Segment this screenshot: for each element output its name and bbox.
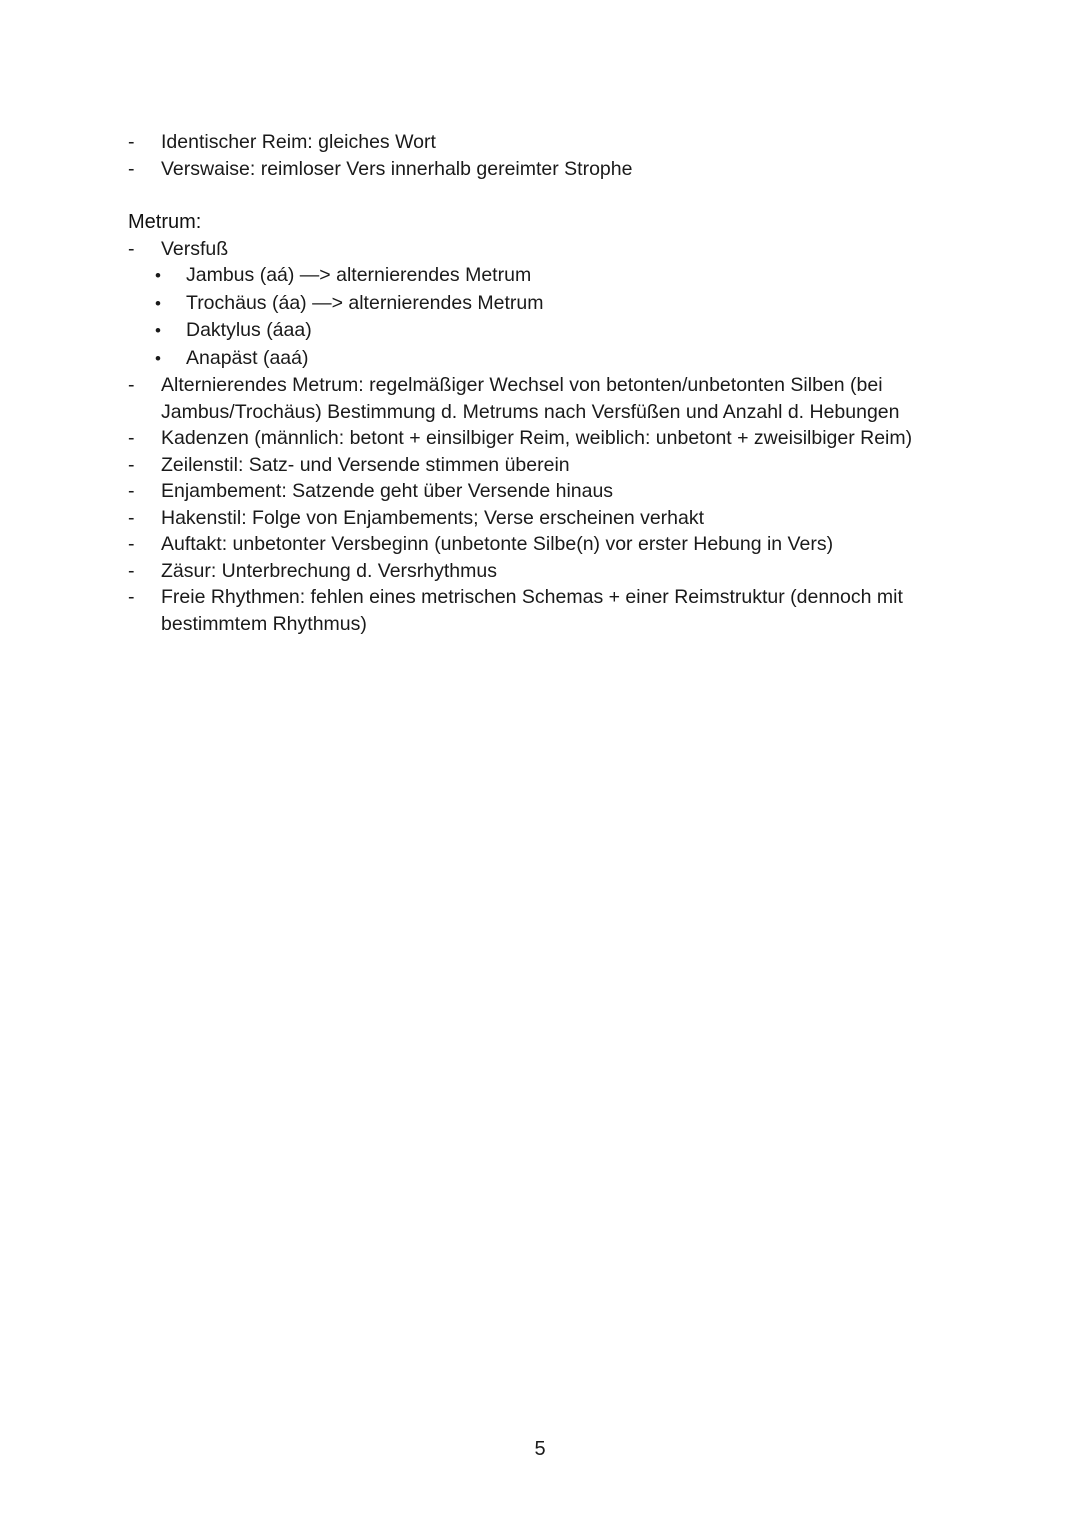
list-item-auftakt [128,531,948,558]
list-item-alternierendes-metrum [128,372,948,425]
list-item-text: Versfuß [161,237,229,260]
list-item-zeilenstil [128,452,948,479]
page-content [128,129,948,637]
dash-marker: - [128,427,135,449]
bullet-marker: • [155,348,161,368]
bullet-marker: • [155,293,161,313]
list-item-text: Zäsur: Unterbrechung d. Versrhythmus [161,559,497,582]
list-item-text: Freie Rhythmen: fehlen eines metrischen Schemas + einer Reimstruktur (dennoch mit bestimmtem Rhythmus) [161,586,903,635]
dash-marker: - [128,533,135,555]
list-item-identischer-reim [128,129,948,156]
dash-marker: - [128,237,135,260]
list-item-versfuss [128,236,948,263]
list-item-hakenstil [128,505,948,532]
sub-item-daktylus [128,317,948,345]
list-item-text: Kadenzen (männlich: betont + einsilbiger Reim, weiblich: unbetont + zweisilbiger Reim) [161,427,913,449]
dash-marker: - [128,480,135,502]
list-item-text: Verswaise: reimloser Vers innerhalb gereimter Strophe [161,157,633,180]
section-heading-metrum: Metrum: [128,211,202,233]
list-item-kadenzen [128,425,948,452]
bullet-marker: • [155,266,161,285]
bullet-marker: • [155,321,161,340]
dash-marker: - [128,157,135,180]
sub-item-jambus [128,262,948,290]
list-item-text: Auftakt: unbetonter Versbeginn (unbetonte Silbe(n) vor erster Hebung in Vers) [161,533,834,555]
dash-marker: - [128,586,135,608]
list-item-text: Enjambement: Satzende geht über Versende hinaus [161,480,614,502]
sub-item-anapaest [128,345,948,373]
list-item-text: Zeilenstil: Satz- und Versende stimmen überein [161,453,570,476]
sub-item-text: Daktylus (áaa) [186,319,312,341]
list-item-zaesur [128,558,948,585]
list-item-verswaise [128,156,948,183]
list-item-text: Identischer Reim: gleiches Wort [161,131,436,153]
list-item-freie-rhythmen [128,584,948,637]
dash-marker: - [128,374,135,396]
dash-marker: - [128,559,135,582]
sub-item-text: Jambus (aá) —> alternierendes Metrum [186,264,532,286]
list-item-enjambement [128,478,948,505]
sub-item-text: Anapäst (aaá) [186,346,309,369]
dash-marker: - [128,506,135,529]
sub-item-text: Trochäus (áa) —> alternierendes Metrum [186,291,544,314]
dash-marker: - [128,131,135,153]
page-number: 5 [534,1438,546,1460]
dash-marker: - [128,453,135,476]
list-item-text: Alternierendes Metrum: regelmäßiger Wechsel von betonten/unbetonten Silben (bei Jambus/Trochäus) Bestimmung d. Metrums nach Versfüßen und Anzahl d. Hebungen [161,374,900,423]
sub-item-trochaeus [128,290,948,318]
list-item-text: Hakenstil: Folge von Enjambements; Verse erscheinen verhakt [161,506,705,529]
